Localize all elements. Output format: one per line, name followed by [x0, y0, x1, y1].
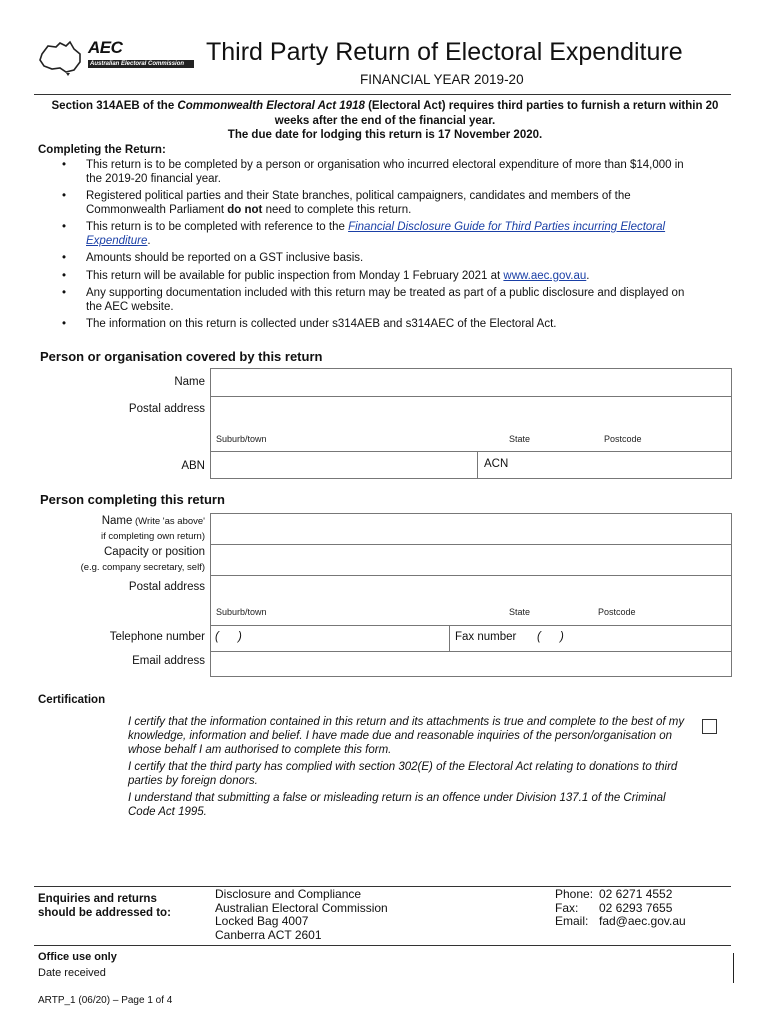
fax-number: 02 6293 7655 — [599, 900, 673, 915]
suburb-hint: Suburb/town — [216, 607, 267, 617]
postcode-hint: Postcode — [604, 434, 642, 444]
intro-statement: Section 314AEB of the Commonwealth Electoral Act 1918 (Electoral Act) requires third parties to furnish a return within 20 weeks after the end of the financial year. The due date for lodging this return is 17 November 2020. — [51, 100, 719, 141]
list-item: • Registered political parties and their State branches, political campaigners, candidates and members of the Commonwealth Parliament do not need to complete this return. — [62, 190, 702, 217]
instructions-list — [62, 159, 702, 336]
email-label: Email address — [132, 655, 205, 667]
email-address: fad@aec.gov.au — [599, 914, 686, 928]
completer-name-hint: if completing own return) — [100, 531, 205, 542]
postal-address-input[interactable] — [210, 396, 732, 452]
email-input[interactable] — [210, 651, 732, 677]
list-item: • The information on this return is collected under s314AEB and s314AEC of the Electoral Act. — [62, 318, 702, 332]
acn-input[interactable] — [477, 451, 732, 479]
telephone-area-code: ( ) — [215, 631, 242, 643]
due-date: The due date for lodging this return is 17 November 2020. — [227, 129, 543, 141]
state-hint: State — [509, 607, 531, 617]
certification-statement-1: I certify that the information contained in this return and its attachments is true and complete to the best of my knowledge, information and belief. I have made due and reasonable inquiries of the person/organisation on whose behalf I am authorised to complete this form. — [128, 716, 685, 756]
header-divider — [34, 94, 731, 95]
logo-subtitle: Australian Electoral Commission — [88, 60, 194, 68]
logo-wordmark: AEC — [88, 38, 123, 57]
certification-text — [128, 715, 696, 822]
list-item: • This return will be available for public inspection from Monday 1 February 2021 at www.aec.gov.au. — [62, 270, 702, 284]
australia-map-icon — [36, 40, 84, 76]
postcode-hint: Postcode — [598, 607, 636, 617]
abn-label: ABN — [181, 460, 205, 472]
postal-address-block: Disclosure and Compliance Australian Electoral Commission Locked Bag 4007 Canberra ACT 2601 — [215, 887, 388, 942]
contact-details: Phone: 02 6271 4552 Fax: 02 6293 7655 Email: fad@aec.gov.au — [555, 887, 686, 928]
state-hint: State — [509, 434, 531, 444]
capacity-hint: (e.g. company secretary, self) — [80, 562, 205, 573]
list-item: • Amounts should be reported on a GST inclusive basis. — [62, 252, 702, 266]
completer-postal-label: Postal address — [128, 581, 205, 593]
aec-website-link[interactable]: www.aec.gov.au — [503, 269, 587, 282]
financial-year: FINANCIAL YEAR 2019-20 — [360, 72, 524, 87]
date-received-field[interactable] — [733, 953, 734, 983]
acn-label: ACN — [484, 458, 509, 470]
office-divider — [34, 945, 731, 946]
date-received-label: Date received — [38, 967, 106, 979]
certification-checkbox[interactable] — [702, 719, 717, 734]
completer-name-label: Name (Write 'as above' — [101, 515, 205, 527]
abn-input[interactable] — [210, 451, 478, 479]
telephone-label: Telephone number — [109, 631, 205, 643]
disclosure-guide-link[interactable]: Financial Disclosure Guide for Third Parties incurring Electoral Expenditure — [86, 221, 666, 247]
covered-section-heading: Person or organisation covered by this return — [40, 349, 323, 364]
list-item: • Any supporting documentation included with this return may be treated as part of a public disclosure and displayed on the AEC website. — [62, 287, 702, 314]
page-footer: ARTP_1 (06/20) – Page 1 of 4 — [38, 995, 173, 1006]
fax-label: Fax number — [455, 631, 517, 643]
capacity-input[interactable] — [210, 544, 732, 576]
page-title: Third Party Return of Electoral Expenditure — [206, 38, 683, 66]
fax-area-code: ( ) — [537, 631, 564, 643]
postal-address-label: Postal address — [128, 403, 205, 415]
office-use-heading: Office use only — [38, 951, 117, 963]
completer-section-heading: Person completing this return — [40, 492, 225, 507]
list-item: • This return is to be completed with reference to the Financial Disclosure Guide for Third Parties incurring Electoral Expenditure. — [62, 221, 702, 248]
enquiries-label: Enquiries and returns should be addressed to: — [38, 893, 171, 919]
phone-number: 02 6271 4552 — [599, 887, 673, 901]
list-item: • This return is to be completed by a person or organisation who incurred electoral expenditure of more than $14,000 in the 2019-20 financial year. — [62, 159, 702, 186]
name-label: Name — [174, 376, 205, 388]
certification-statement-2: I certify that the third party has complied with section 302(E) of the Electoral Act relating to donations to third parties by foreign donors. — [128, 761, 678, 787]
telephone-input[interactable] — [210, 625, 450, 652]
completing-heading: Completing the Return: — [38, 144, 166, 156]
name-input[interactable] — [210, 368, 732, 397]
fax-input[interactable] — [449, 625, 732, 652]
certification-heading: Certification — [38, 694, 106, 706]
completer-postal-input[interactable] — [210, 575, 732, 626]
certification-statement-3: I understand that submitting a false or misleading return is an offence under Division 137.1 of the Criminal Code Act 1995. — [128, 792, 666, 818]
suburb-hint: Suburb/town — [216, 434, 267, 444]
completer-name-input[interactable] — [210, 513, 732, 545]
aec-logo — [36, 38, 196, 78]
capacity-label: Capacity or position — [104, 546, 205, 558]
